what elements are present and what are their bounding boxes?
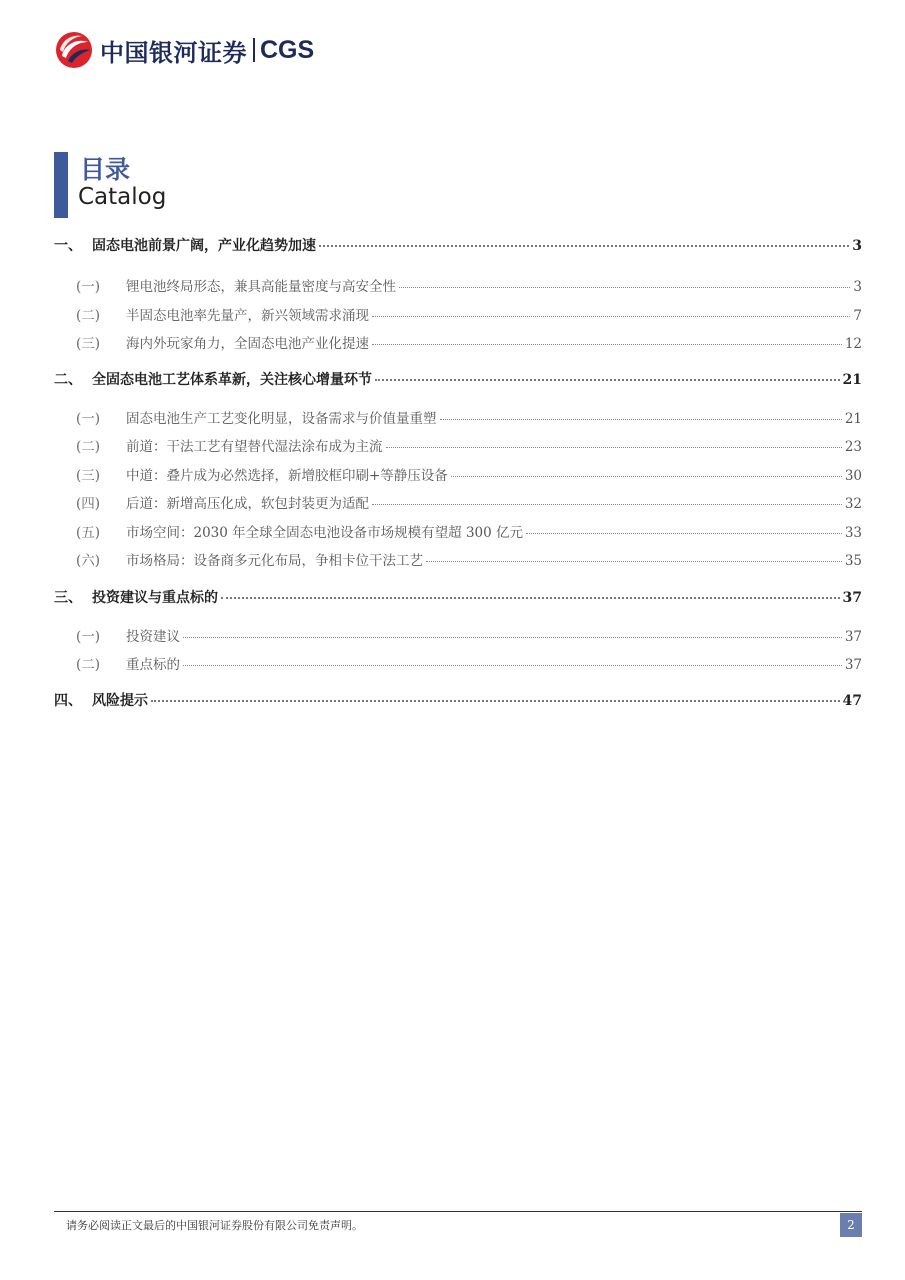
toc-entry-page: 37 bbox=[844, 657, 862, 673]
toc-entry[interactable] bbox=[54, 690, 862, 712]
toc-entry-number: (二) bbox=[76, 308, 101, 324]
toc-entry-page: 21 bbox=[844, 411, 862, 427]
toc-entry-page: 37 bbox=[842, 590, 862, 606]
toc-entry-page: 7 bbox=[853, 308, 862, 324]
toc-entry-label: 全固态电池工艺体系革新，关注核心增量环节 bbox=[92, 372, 372, 388]
toc-dot-leader bbox=[375, 378, 840, 381]
toc-dot-leader bbox=[440, 418, 842, 420]
toc-entry-number: (一) bbox=[76, 629, 101, 645]
brand-divider bbox=[253, 38, 255, 62]
toc-entry-page: 3 bbox=[853, 279, 862, 295]
toc-dot-leader bbox=[183, 664, 842, 666]
toc-dot-leader bbox=[451, 475, 842, 477]
toc-entry-number: (二) bbox=[76, 439, 101, 455]
toc-entry-number: 三、 bbox=[54, 590, 82, 606]
brand-name-en: CGS bbox=[260, 35, 315, 64]
toc-entry[interactable] bbox=[54, 587, 862, 609]
toc-entry-number: 四、 bbox=[54, 693, 82, 709]
toc-entry[interactable] bbox=[54, 435, 862, 457]
toc-entry-label: 风险提示 bbox=[92, 693, 148, 709]
toc-entry-page: 47 bbox=[842, 693, 862, 709]
toc-entry-number: 二、 bbox=[54, 372, 82, 388]
toc-dot-leader bbox=[319, 244, 849, 247]
toc-dot-leader bbox=[399, 286, 850, 288]
toc-entry[interactable] bbox=[54, 549, 862, 571]
toc-entry-label: 中道：叠片成为必然选择，新增胶框印刷+等静压设备 bbox=[126, 468, 448, 484]
toc-entry-number: (三) bbox=[76, 468, 101, 484]
footer-disclaimer: 请务必阅读正文最后的中国银河证券股份有限公司免责声明。 bbox=[66, 1219, 363, 1232]
toc-entry-number: (二) bbox=[76, 657, 101, 673]
toc-entry[interactable] bbox=[54, 653, 862, 675]
toc-entry[interactable] bbox=[54, 521, 862, 543]
toc-entry-label: 固态电池生产工艺变化明显，设备需求与价值量重塑 bbox=[126, 411, 437, 427]
page-number: 2 bbox=[840, 1213, 862, 1237]
toc-entry-page: 21 bbox=[842, 372, 862, 388]
toc-entry-page: 23 bbox=[844, 439, 862, 455]
header bbox=[54, 30, 314, 70]
toc-dot-leader bbox=[221, 596, 840, 599]
toc-entry[interactable] bbox=[54, 464, 862, 486]
toc-entry[interactable] bbox=[54, 275, 862, 297]
toc-entry-number: 一、 bbox=[54, 238, 82, 254]
toc-entry-number: (五) bbox=[76, 525, 101, 541]
toc-entry-page: 30 bbox=[844, 468, 862, 484]
toc-entry[interactable] bbox=[54, 492, 862, 514]
toc-entry-label: 后道：新增高压化成，软包封装更为适配 bbox=[126, 496, 369, 512]
toc-entry[interactable] bbox=[54, 407, 862, 429]
toc-entry-page: 32 bbox=[844, 496, 862, 512]
toc-entry-page: 3 bbox=[852, 238, 862, 254]
toc-dot-leader bbox=[426, 560, 842, 562]
title-en: Catalog bbox=[78, 184, 167, 210]
toc-entry[interactable] bbox=[54, 369, 862, 391]
toc-entry-number: (四) bbox=[76, 496, 101, 512]
toc-entry-label: 市场空间：2030 年全球全固态电池设备市场规模有望超 300 亿元 bbox=[126, 525, 523, 541]
toc-entry-label: 前道：干法工艺有望替代湿法涂布成为主流 bbox=[126, 439, 383, 455]
toc-dot-leader bbox=[526, 532, 842, 534]
toc-entry-label: 锂电池终局形态，兼具高能量密度与高安全性 bbox=[126, 279, 396, 295]
title-accent-bar bbox=[54, 152, 68, 218]
toc-entry-page: 12 bbox=[844, 336, 862, 352]
toc-entry-number: (一) bbox=[76, 279, 101, 295]
toc-entry[interactable] bbox=[54, 304, 862, 326]
toc-dot-leader bbox=[372, 343, 842, 345]
toc-dot-leader bbox=[386, 446, 842, 448]
toc-entry-label: 海内外玩家角力，全固态电池产业化提速 bbox=[126, 336, 369, 352]
toc-entry-label: 投资建议 bbox=[126, 629, 180, 645]
toc-entry-label: 市场格局：设备商多元化布局，争相卡位干法工艺 bbox=[126, 553, 423, 569]
toc-entry-page: 37 bbox=[844, 629, 862, 645]
toc-entry-label: 投资建议与重点标的 bbox=[92, 590, 218, 606]
brand-name-cn: 中国银河证券 bbox=[100, 38, 247, 67]
toc-entry-number: (三) bbox=[76, 336, 101, 352]
toc-entry-page: 33 bbox=[844, 525, 862, 541]
toc-dot-leader bbox=[183, 636, 842, 638]
cgs-logo-icon bbox=[54, 30, 94, 70]
toc-entry[interactable] bbox=[54, 332, 862, 354]
footer-divider bbox=[54, 1211, 862, 1212]
toc-dot-leader bbox=[151, 699, 840, 702]
toc-entry[interactable] bbox=[54, 235, 862, 257]
toc-entry-label: 固态电池前景广阔，产业化趋势加速 bbox=[92, 238, 316, 254]
toc-dot-leader bbox=[372, 315, 850, 317]
toc-entry[interactable] bbox=[54, 625, 862, 647]
toc-dot-leader bbox=[372, 503, 842, 505]
toc-entry-number: (六) bbox=[76, 553, 101, 569]
toc-entry-label: 重点标的 bbox=[126, 657, 180, 673]
toc-entry-page: 35 bbox=[844, 553, 862, 569]
toc-entry-label: 半固态电池率先量产，新兴领域需求涌现 bbox=[126, 308, 369, 324]
toc-entry-number: (一) bbox=[76, 411, 101, 427]
title-cn: 目录 bbox=[80, 155, 131, 184]
